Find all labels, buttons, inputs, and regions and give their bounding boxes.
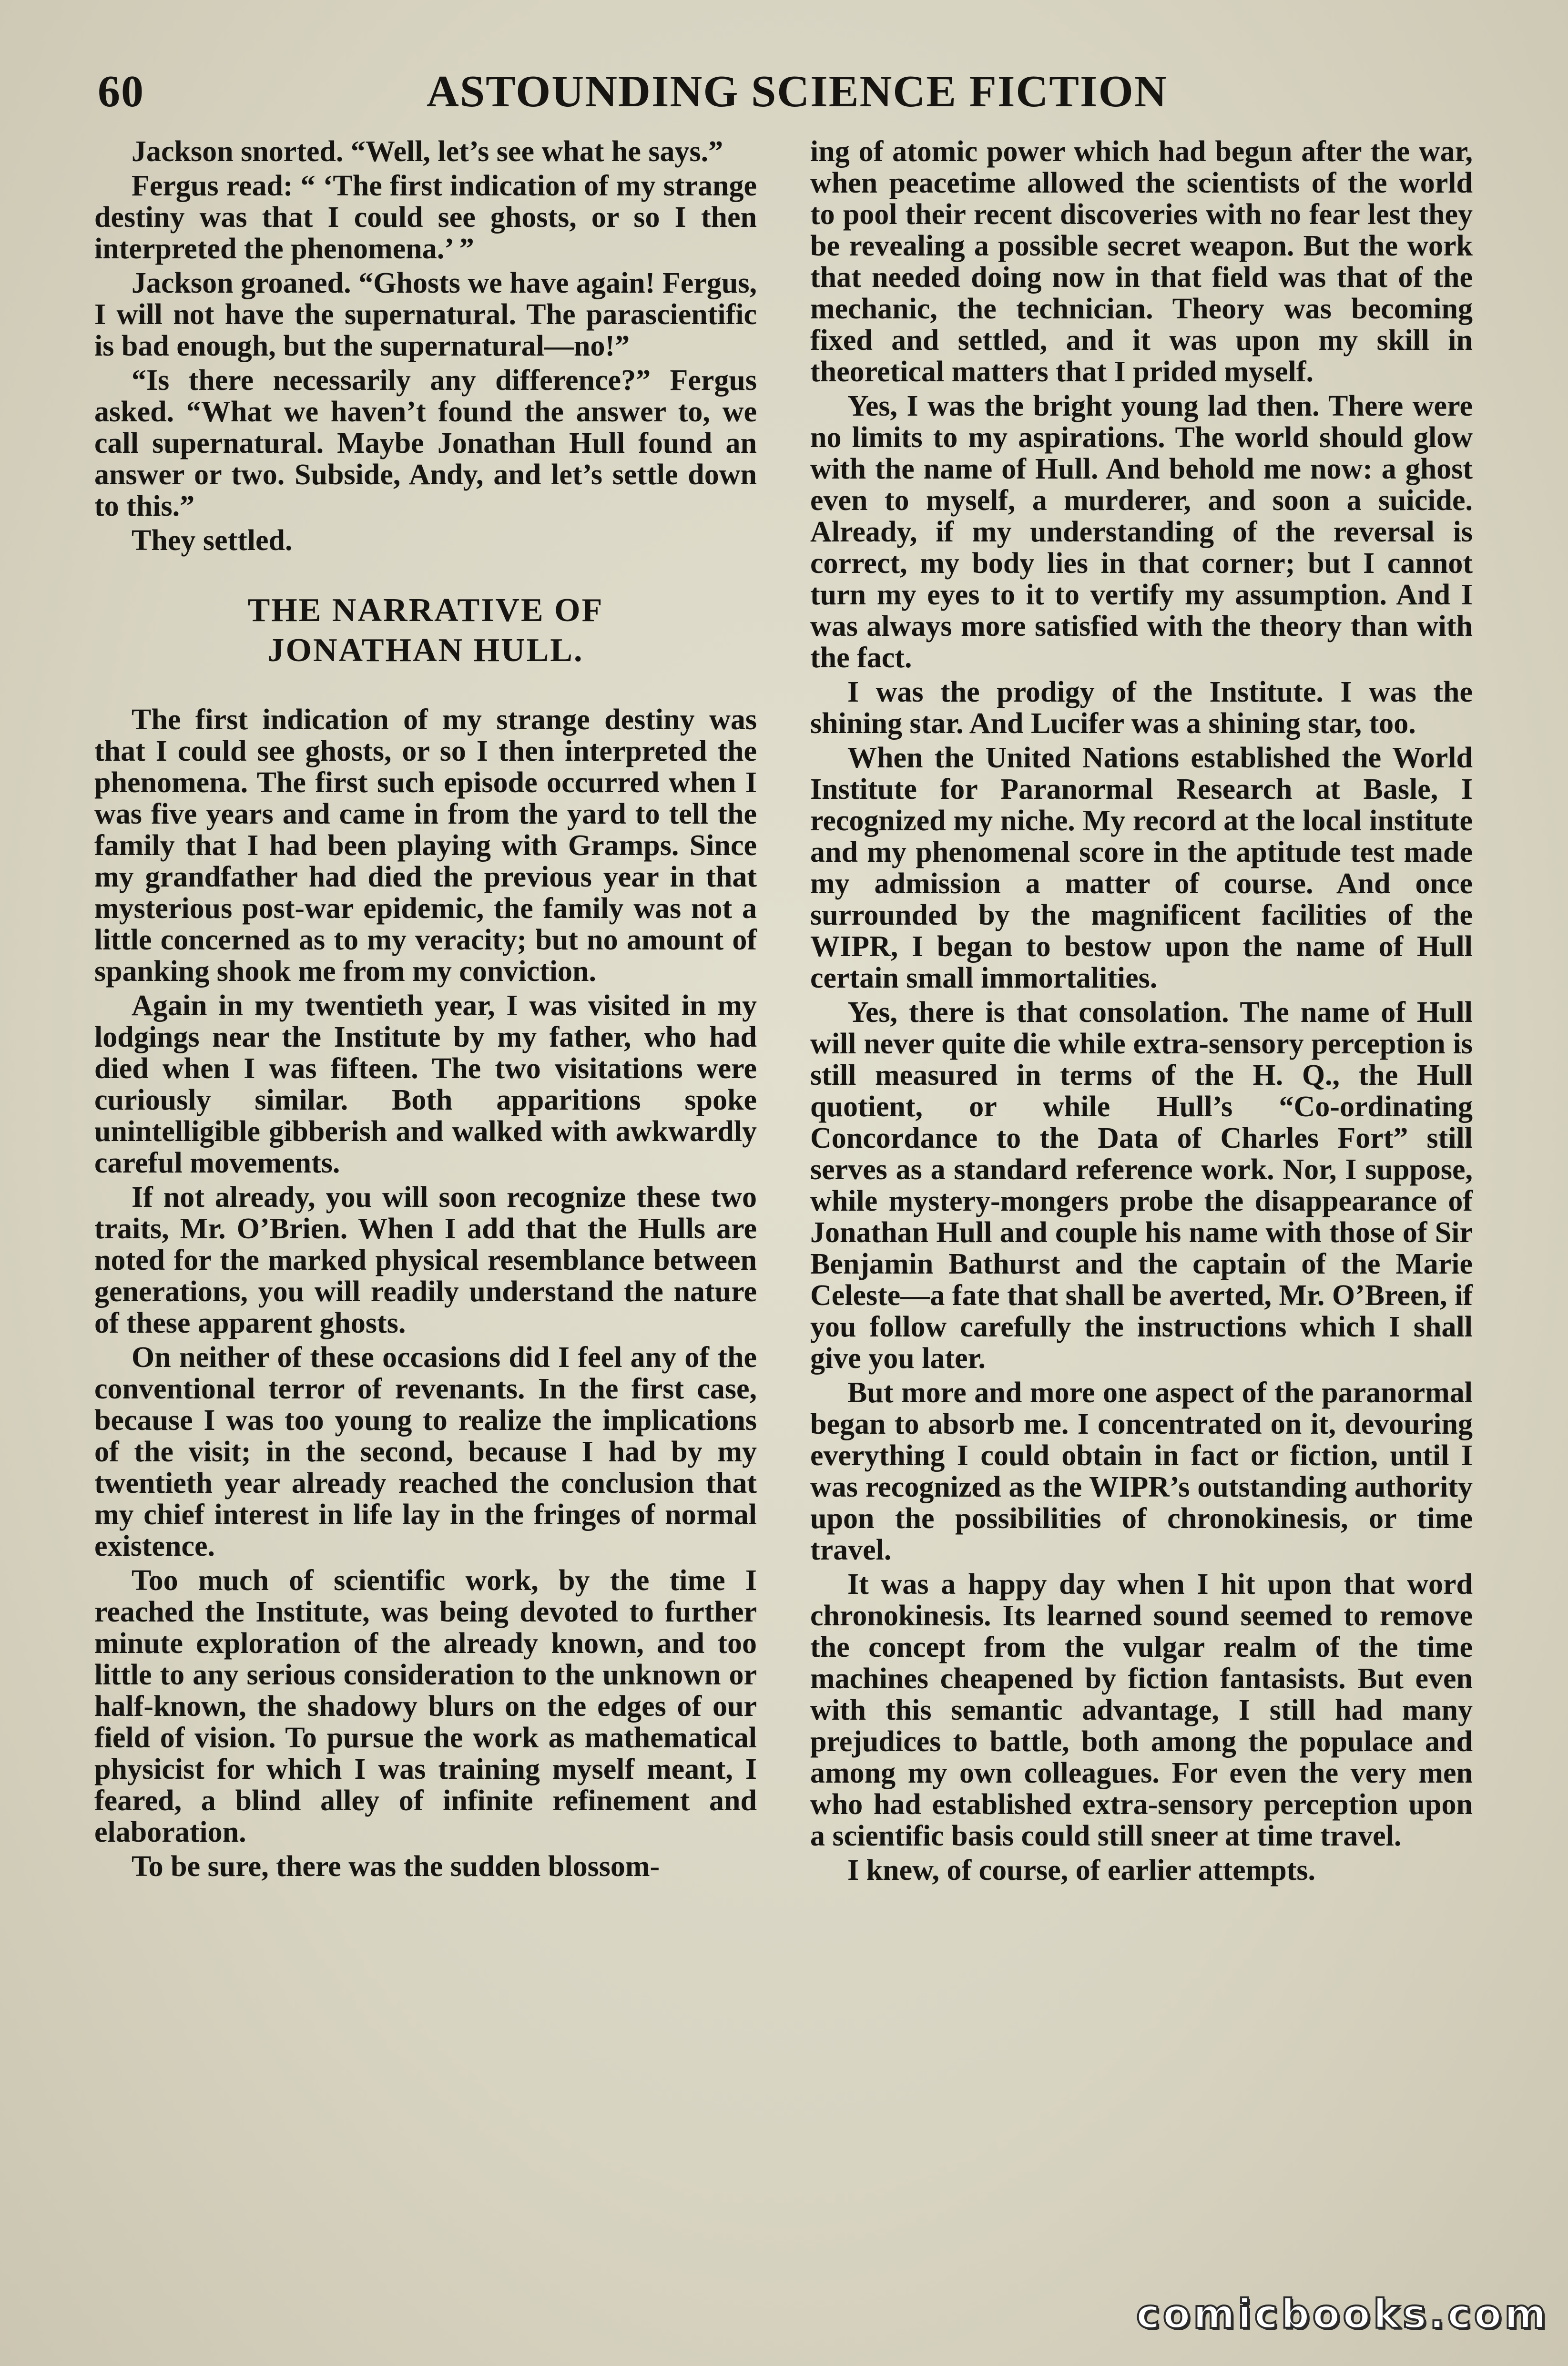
paragraph: Yes, there is that consolation. The name of Hull will never quite die while extra-sensory perception is still measured in terms of the H. Q., the Hull quotient, or while Hull’s “Co-ordinating Concordance to the Data of Charles Fort” still serves as a standard reference work. Nor, I suppose, while mystery-mongers probe the disappearance of Jonathan Hull and couple his name with those of Sir Benjamin Bathurst and the captain of the Marie Celeste—a fate that shall be averted, Mr. O’Breen, if you follow carefully the instructions which I shall give you later. [810,996,1473,1375]
watermark: comicbooks.com [1136,2291,1549,2337]
paragraph: It was a happy day when I hit upon that word chronokinesis. Its learned sound seemed to remove the concept from the vulgar realm of the time machines cheapened by fiction fantasists. But even with this semantic advantage, I still had many prejudices to battle, both among the populace and among my own colleagues. For even the very men who had established extra-sensory perception upon a scientific basis could still sneer at time travel. [810,1568,1473,1852]
paragraph: I was the prodigy of the Institute. I was the shining star. And Lucifer was a shining star, too. [810,676,1473,740]
paragraph: Yes, I was the bright young lad then. There were no limits to my aspirations. The world should glow with the name of Hull. And behold me now: a ghost even to myself, a murderer, and soon a suicide. Already, if my understanding of the reversal is correct, my body lies in that corner; but I cannot turn my eyes to it to vertify my assumption. And I was always more satisfied with the theory than with the fact. [810,390,1473,674]
paragraph: The first indication of my strange destiny was that I could see ghosts, or so I then interpreted the phenomena. The first such episode occurred when I was five years and came in from the yard to tell the family that I had been playing with Gramps. Since my grandfather had died the previous year in that mysterious post-war epidemic, the family was not a little concerned as to my veracity; but no amount of spanking shook me from my conviction. [94,704,757,988]
paragraph: Again in my twentieth year, I was visited in my lodgings near the Institute by my father, who had died when I was fifteen. The two visitations were curiously similar. Both apparitions spoke unintelligible gibberish and walked with awkwardly careful movements. [94,989,757,1179]
paragraph: Too much of scientific work, by the time I reached the Institute, was being devoted to further minute exploration of the already known, and too little to any serious consideration to the unknown or half-known, the shadowy blurs on the edges of our field of vision. To pursue the work as mathematical physicist for which I was training myself meant, I feared, a blind alley of infinite refinement and elaboration. [94,1564,757,1848]
paragraph-continued: ing of atomic power which had begun after the war, when peacetime allowed the scientists of the world to pool their recent discoveries with no fear lest they be revealing a possible secret weapon. But the work that needed doing now in that field was that of the mechanic, the technician. Theory was becoming fixed and settled, and it was upon my skill in theoretical matters that I prided myself. [810,135,1473,388]
paragraph: If not already, you will soon recognize these two traits, Mr. O’Brien. When I add that the Hulls are noted for the marked physical resemblance between generations, you will readily understand the nature of these apparent ghosts. [94,1181,757,1339]
paragraph: To be sure, there was the sudden blossom- [132,1850,660,1883]
section-heading [94,591,757,671]
paragraph: Jackson groaned. “Ghosts we have again! Fergus, I will not have the supernatural. The parascientific is bad enough, but the supernatural—no!” [94,267,757,362]
page-header [98,66,1504,123]
paragraph: On neither of these occasions did I feel any of the conventional terror of revenants. In the first case, because I was too young to realize the implications of the visit; in the second, because I had by my twentieth year already reached the conclusion that my chief interest in life lay in the fringes of normal existence. [94,1341,757,1562]
paragraph: But more and more one aspect of the paranormal began to absorb me. I concentrated on it, devouring everything I could obtain in fact or fiction, until I was recognized as the WIPR’s outstanding authority upon the possibilities of chronokinesis, or time travel. [810,1377,1473,1566]
paragraph: “Is there necessarily any difference?” Fergus asked. “What we haven’t found the answer to, we call supernatural. Maybe Jonathan Hull found an answer or two. Subside, Andy, and let’s settle down to this.” [94,364,757,522]
section-heading-line: JONATHAN HULL. [267,632,584,669]
right-column [810,136,1473,1886]
paragraph: Jackson snorted. “Well, let’s see what he says.” [132,135,723,168]
paragraph: I knew, of course, of earlier attempts. [847,1854,1316,1887]
paragraph: Fergus read: “ ‘The first indication of my strange destiny was that I could see ghosts, or so I then interpreted the phenomena.’ ” [94,170,757,265]
running-title: ASTOUNDING SCIENCE FICTION [427,67,1168,116]
left-column [94,136,757,1882]
page-number: 60 [98,67,144,116]
paragraph: When the United Nations established the World Institute for Paranormal Research at Basle, I recognized my niche. My record at the local institute and my phenomenal score in the aptitude test made my admission a matter of course. And once surrounded by the magnificent facilities of the WIPR, I began to bestow upon the name of Hull certain small immortalities. [810,742,1473,994]
section-heading-line: THE NARRATIVE OF [247,592,604,629]
paragraph: They settled. [132,524,293,557]
